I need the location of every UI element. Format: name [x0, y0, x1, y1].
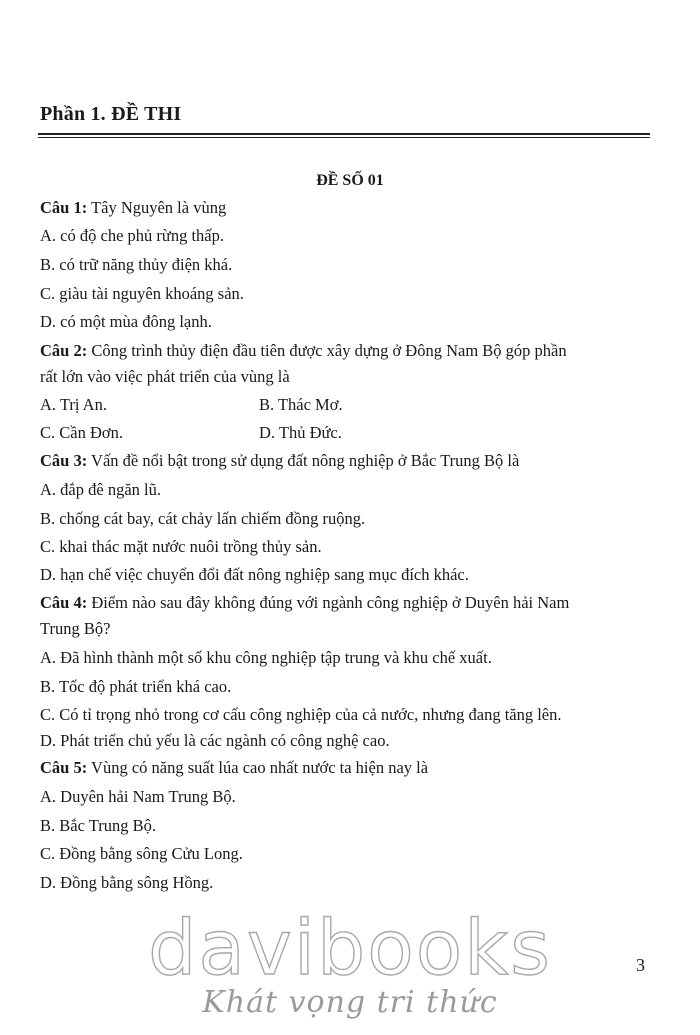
option: D. Thủ Đức. — [259, 423, 342, 442]
option: A. Đã hình thành một số khu công nghiệp tập trung và khu chế xuất. — [40, 648, 492, 667]
question-3-stem — [40, 451, 519, 471]
option: B. Tốc độ phát triển khá cao. — [40, 677, 232, 696]
question-label: Câu 3: — [40, 451, 88, 470]
question-2-stem — [40, 341, 567, 361]
question-text: Vùng có năng suất lúa cao nhất nước ta hiện nay là — [87, 758, 429, 777]
question-label: Câu 4: — [40, 593, 88, 612]
option: C. Cần Đơn. — [40, 423, 123, 442]
section-title: Phần 1. ĐỀ THI — [40, 103, 182, 125]
option: D. Phát triển chủ yếu là các ngành có công nghệ cao. — [40, 731, 390, 750]
exam-title: ĐỀ SỐ 01 — [316, 172, 384, 189]
option: B. có trữ năng thủy điện khá. — [40, 255, 233, 274]
option: D. có một mùa đông lạnh. — [40, 312, 212, 331]
question-5-stem — [40, 758, 428, 778]
option: D. hạn chế việc chuyển đổi đất nông nghiệp sang mục đích khác. — [40, 565, 469, 584]
option: C. Có tỉ trọng nhỏ trong cơ cấu công nghiệp của cả nước, nhưng đang tăng lên. — [40, 705, 562, 724]
question-label: Câu 2: — [40, 341, 88, 360]
option: C. giàu tài nguyên khoáng sản. — [40, 284, 244, 303]
option: C. Đồng bằng sông Cửu Long. — [40, 844, 243, 863]
question-4-stem — [40, 593, 569, 613]
question-text: Tây Nguyên là vùng — [87, 198, 227, 217]
option: B. chống cát bay, cát chảy lấn chiếm đồng ruộng. — [40, 509, 366, 528]
question-text-continued: Trung Bộ? — [40, 619, 111, 638]
question-text: Công trình thủy điện đầu tiên được xây dựng ở Đông Nam Bộ góp phần — [87, 341, 567, 360]
page-number: 3 — [636, 955, 645, 975]
question-label: Câu 1: — [40, 198, 88, 217]
option: A. Duyên hải Nam Trung Bộ. — [40, 787, 236, 806]
option: A. đắp đê ngăn lũ. — [40, 480, 161, 499]
option: A. có độ che phủ rừng thấp. — [40, 226, 224, 245]
option: A. Trị An. — [40, 395, 107, 414]
question-text-continued: rất lớn vào việc phát triển của vùng là — [40, 367, 290, 386]
question-1-stem — [40, 198, 226, 218]
option: B. Bắc Trung Bộ. — [40, 816, 156, 835]
option: D. Đồng bằng sông Hồng. — [40, 873, 214, 892]
header-rule-thick — [38, 133, 650, 135]
header-rule-thin — [38, 137, 650, 138]
option: B. Thác Mơ. — [259, 395, 343, 414]
question-text: Điểm nào sau đây không đúng với ngành công nghiệp ở Duyên hải Nam — [87, 593, 570, 612]
option: C. khai thác mặt nước nuôi trồng thủy sản. — [40, 537, 322, 556]
question-text: Vấn đề nổi bật trong sử dụng đất nông nghiệp ở Bắc Trung Bộ là — [87, 451, 520, 470]
question-label: Câu 5: — [40, 758, 88, 777]
watermark-tagline: Khát vọng tri thức — [202, 985, 498, 1020]
watermark-logo: davibooks — [148, 903, 552, 992]
